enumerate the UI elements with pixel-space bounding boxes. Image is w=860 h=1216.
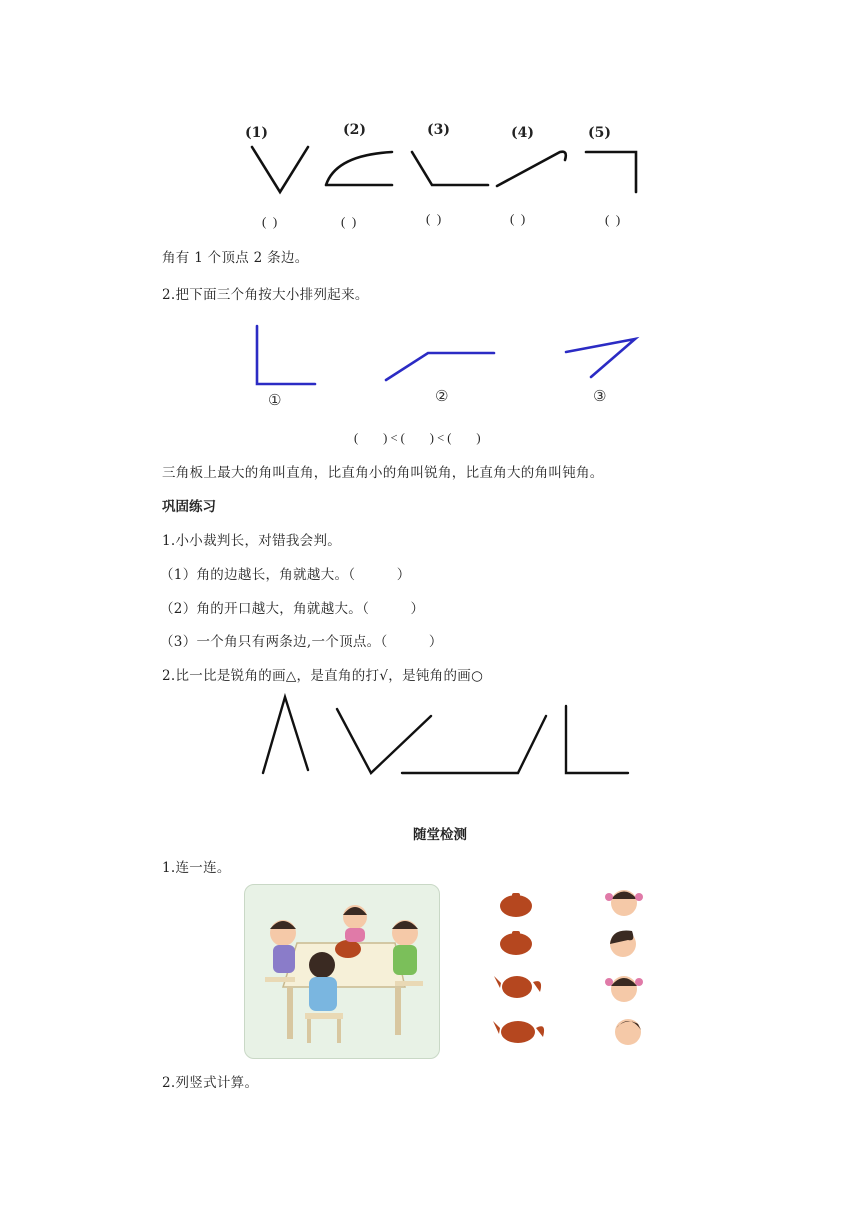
figure-label-1: (1): [245, 125, 268, 141]
face-icon-boy-front: [615, 1019, 641, 1045]
note-angle-parts: 角有 1 个顶点 2 条边。: [162, 250, 309, 266]
answer-blank-1[interactable]: ( ): [262, 214, 278, 229]
judge-statement-3[interactable]: （3）一个角只有两条边,一个顶点。（ ）: [160, 634, 443, 650]
answer-blank-4[interactable]: ( ): [510, 211, 526, 226]
teapot-icon-4: [493, 1021, 544, 1043]
face-icon-girl-front: [605, 890, 643, 916]
angle-label-2: ②: [435, 387, 449, 405]
figure-label-4: (4): [511, 125, 534, 141]
vertical-calc-prompt: 2.列竖式计算。: [162, 1075, 259, 1091]
section-heading-consolidation: 巩固练习: [162, 499, 216, 515]
section-heading-quiz: 随堂检测: [413, 827, 467, 843]
teapot-icon-2: [500, 931, 532, 955]
answer-blank-2[interactable]: ( ): [341, 214, 357, 229]
face-icon-girl-side: [605, 976, 643, 1002]
connect-prompt: 1.连一连。: [162, 860, 231, 876]
teapot-icon-1: [500, 893, 532, 917]
note-angle-types: 三角板上最大的角叫直角，比直角小的角叫锐角，比直角大的角叫钝角。: [162, 465, 604, 481]
judge-statement-2[interactable]: （2）角的开口越大，角就越大。（ ）: [160, 601, 425, 617]
answer-blank-5[interactable]: ( ): [605, 212, 621, 227]
order-answer-blank[interactable]: ( ) < ( ) < ( ): [354, 431, 481, 445]
figure-label-5: (5): [588, 125, 611, 141]
judge-prompt: 1.小小裁判长，对错我会判。: [162, 533, 342, 549]
angle-label-3: ③: [593, 387, 607, 405]
answer-blank-3[interactable]: ( ): [426, 211, 442, 226]
figure-label-3: (3): [427, 122, 450, 138]
teapot-icon-3: [494, 976, 541, 998]
compare-prompt: 2.比一比是锐角的画△，是直角的打√，是钝角的画○: [162, 668, 484, 684]
figure-label-2: (2): [343, 122, 366, 138]
face-icon-boy-side: [610, 931, 636, 957]
judge-statement-1[interactable]: （1）角的边越长，角就越大。（ ）: [160, 567, 411, 583]
angle-label-1: ①: [268, 391, 282, 409]
q2-prompt: 2.把下面三个角按大小排列起来。: [162, 287, 369, 303]
